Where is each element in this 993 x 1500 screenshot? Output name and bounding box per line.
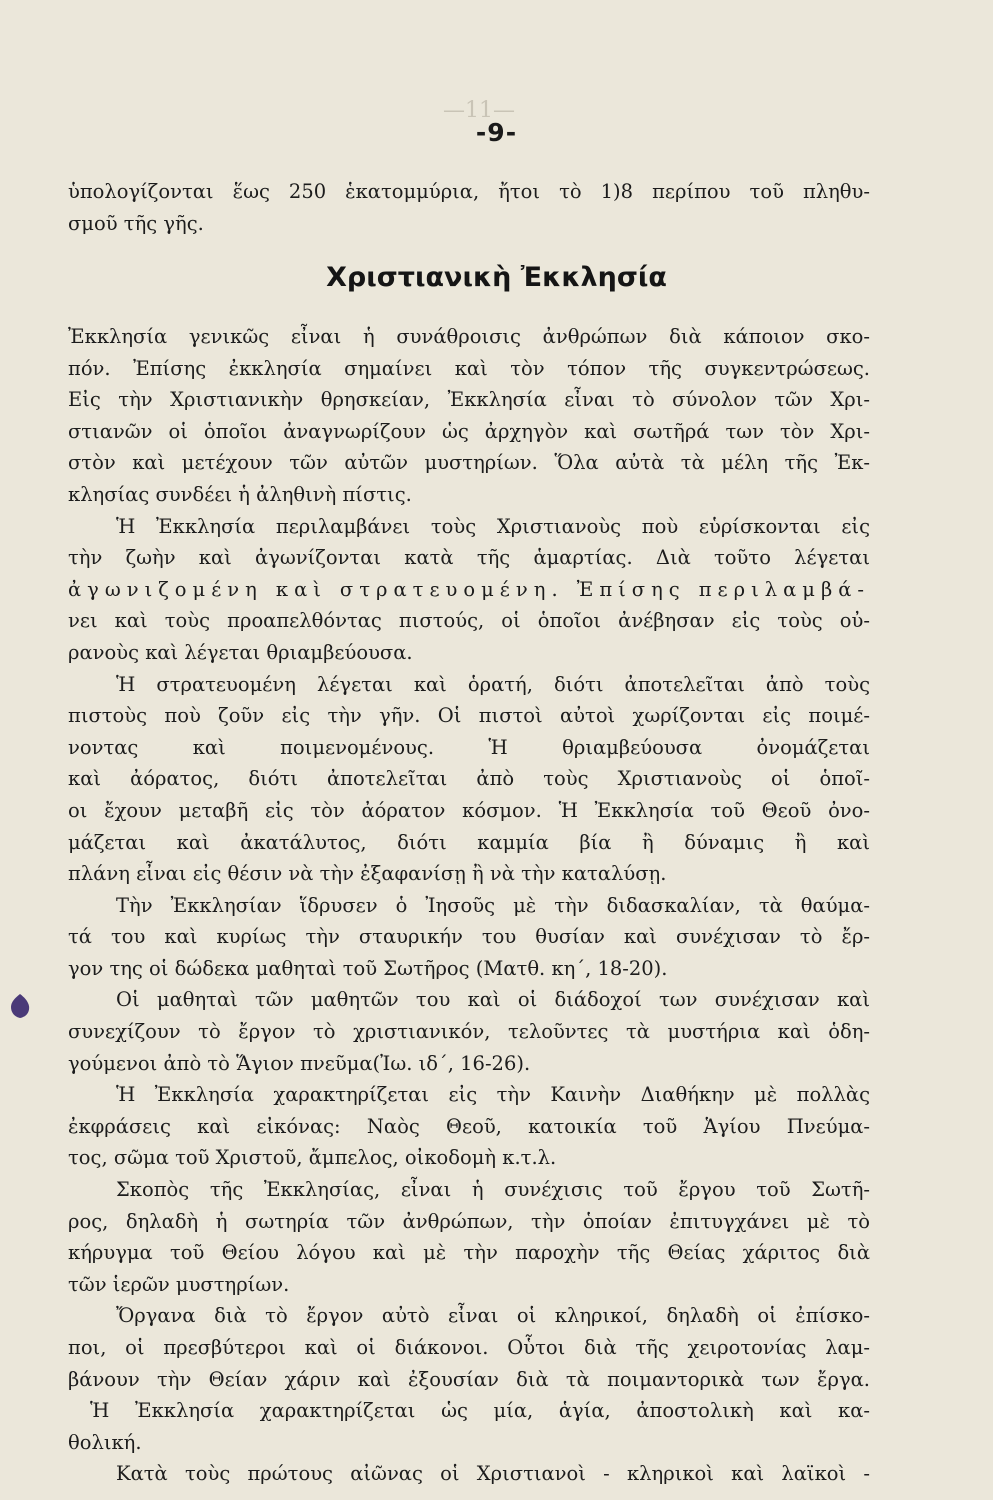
text-line: ρανοὺς καὶ λέγεται θριαμβεύουσα. xyxy=(68,640,413,664)
text-line: πιστοὺς ποὺ ζοῦν εἰς τὴν γῆν. Οἱ πιστοὶ αὐτοὶ χωρίζονται εἰς ποιμέ- xyxy=(68,704,870,728)
text-line: οι ἔχουν μεταβῆ εἰς τὸν ἀόρατον κόσμον. Ἡ Ἐκκλησία τοῦ Θεοῦ ὀνο- xyxy=(68,798,870,822)
text-line: τῶν ἱερῶν μυστηρίων. xyxy=(68,1272,290,1296)
text-line: πόν. Ἐπίσης ἐκκλησία σημαίνει καὶ τὸν τόπον τῆς συγκεντρώσεως. xyxy=(68,356,870,380)
text-line: πλάνη εἶναι εἰς θέσιν νὰ τὴν ἐξαφανίσῃ ἢ νὰ τὴν καταλύσῃ. xyxy=(68,862,667,886)
text-line: γούμενοι ἀπὸ τὸ Ἅγιον πνεῦμα(Ἰω. ιδ΄, 16-26). xyxy=(68,1051,531,1075)
text-line: Κατὰ τοὺς πρώτους αἰῶνας οἱ Χριστιανοὶ - κληρικοὶ καὶ λαϊκοὶ - xyxy=(116,1462,870,1486)
body-text xyxy=(68,321,870,1490)
text-line: τά του καὶ κυρίως τὴν σταυρικήν του θυσίαν καὶ συνέχισαν τὸ ἔρ- xyxy=(68,925,870,949)
text-line: νει καὶ τοὺς προαπελθόντας πιστούς, οἱ ὁποῖοι ἀνέβησαν εἰς τοὺς οὐ- xyxy=(68,609,870,633)
text-line: ἐκφράσεις καὶ εἰκόνας: Ναὸς Θεοῦ, κατοικία τοῦ Ἁγίου Πνεύμα- xyxy=(68,1114,870,1138)
text-line: Οἱ μαθηταὶ τῶν μαθητῶν του καὶ οἱ διάδοχοί των συνέχισαν καὶ xyxy=(116,988,870,1012)
text-line: Σκοπὸς τῆς Ἐκκλησίας, εἶναι ἡ συνέχισις τοῦ ἔργου τοῦ Σωτῆ- xyxy=(116,1178,870,1202)
text-line: Ἡ στρατευομένη λέγεται καὶ ὁρατή, διότι ἀποτελεῖται ἀπὸ τοὺς xyxy=(116,672,870,696)
text-line: μάζεται καὶ ἀκατάλυτος, διότι καμμία βία ἢ δύναμις ἢ καὶ xyxy=(68,830,870,854)
text-line: καὶ ἀόρατος, διότι ἀποτελεῖται ἀπὸ τοὺς Χριστιανοὺς οἱ ὁποῖ- xyxy=(68,767,870,791)
text-line: ποι, οἱ πρεσβύτεροι καὶ οἱ διάκονοι. Οὗτοι διὰ τῆς χειροτονίας λαμ- xyxy=(68,1336,870,1359)
text-line: τος, σῶμα τοῦ Χριστοῦ, ἄμπελος, οἰκοδομὴ κ.τ.λ. xyxy=(68,1146,557,1170)
text-line: Ὄργανα διὰ τὸ ἔργον αὐτὸ εἶναι οἱ κληρικοί, δηλαδὴ οἱ ἐπίσκο- xyxy=(116,1304,870,1328)
text-line: σμοῦ τῆς γῆς. xyxy=(68,211,204,235)
text-line: γον της οἱ δώδεκα μαθηταὶ τοῦ Σωτῆρος (Ματθ. κη΄, 18-20). xyxy=(68,956,668,980)
text-line: Ἡ Ἐκκλησία χαρακτηρίζεται εἰς τὴν Καινὴν Διαθήκην μὲ πολλὰς xyxy=(116,1083,870,1107)
intro-paragraph xyxy=(68,176,870,239)
text-line: Ἐκκλησία γενικῶς εἶναι ἡ συνάθροισις ἀνθρώπων διὰ κάποιον σκο- xyxy=(68,325,870,348)
text-line: Τὴν Ἐκκλησίαν ἵδρυσεν ὁ Ἰησοῦς μὲ τὴν διδασκαλίαν, τὰ θαύμα- xyxy=(116,893,870,917)
ink-blot-mark xyxy=(8,993,32,1019)
section-heading: Χριστιανικὴ Ἐκκλησία xyxy=(326,262,667,293)
text-line: στιανῶν οἱ ὁποῖοι ἀναγνωρίζουν ὡς ἀρχηγὸν καὶ σωτῆρά των τὸν Χρι- xyxy=(68,419,870,443)
text-line: στὸν καὶ μετέχουν τῶν αὐτῶν μυστηρίων. Ὅλα αὐτὰ τὰ μέλη τῆς Ἐκ- xyxy=(68,451,870,475)
text-line: Ἡ Ἐκκλησία χαρακτηρίζεται ὡς μία, ἁγία, ἀποστολικὴ καὶ κα- xyxy=(90,1399,870,1423)
text-line: νοντας καὶ ποιμενομένους. Ἡ θριαμβεύουσα ὀνομάζεται xyxy=(68,735,870,759)
text-line: ὑπολογίζονται ἕως 250 ἑκατομμύρια, ἤτοι τὸ 1)8 περίπου τοῦ πληθυ- xyxy=(68,180,870,203)
text-line: ρος, δηλαδὴ ἡ σωτηρία τῶν ἀνθρώπων, τὴν ὁποίαν ἐπιτυγχάνει μὲ τὸ xyxy=(68,1209,870,1233)
page-number: -9- xyxy=(475,118,518,147)
text-line: τὴν ζωὴν καὶ ἀγωνίζονται κατὰ τῆς ἁμαρτίας. Διὰ τοῦτο λέγεται xyxy=(68,546,870,570)
text-line: Εἰς τὴν Χριστιανικὴν θρησκείαν, Ἐκκλησία εἶναι τὸ σύνολον τῶν Χρι- xyxy=(68,388,870,412)
text-line: βάνουν τὴν Θείαν χάριν καὶ ἐξουσίαν διὰ τὰ ποιμαντορικὰ των ἔργα. xyxy=(68,1367,870,1391)
text-line: συνεχίζουν τὸ ἔργον τὸ χριστιανικόν, τελοῦντες τὰ μυστήρια καὶ ὁδη- xyxy=(68,1020,870,1044)
text-line: κήρυγμα τοῦ Θείου λόγου καὶ μὲ τὴν παροχὴν τῆς Θείας χάριτος διὰ xyxy=(68,1241,870,1265)
show-through-page-number: —11— xyxy=(443,98,515,123)
text-line: θολική. xyxy=(68,1430,142,1454)
text-line: Ἡ Ἐκκλησία περιλαμβάνει τοὺς Χριστιανοὺς ποὺ εὑρίσκονται εἰς xyxy=(116,514,870,538)
text-line: κλησίας συνδέει ἡ ἀληθινὴ πίστις. xyxy=(68,482,412,506)
text-line: ἀγωνιζομένη καὶ στρατευομένη. Ἐπίσης περιλαμβά- xyxy=(68,577,870,601)
